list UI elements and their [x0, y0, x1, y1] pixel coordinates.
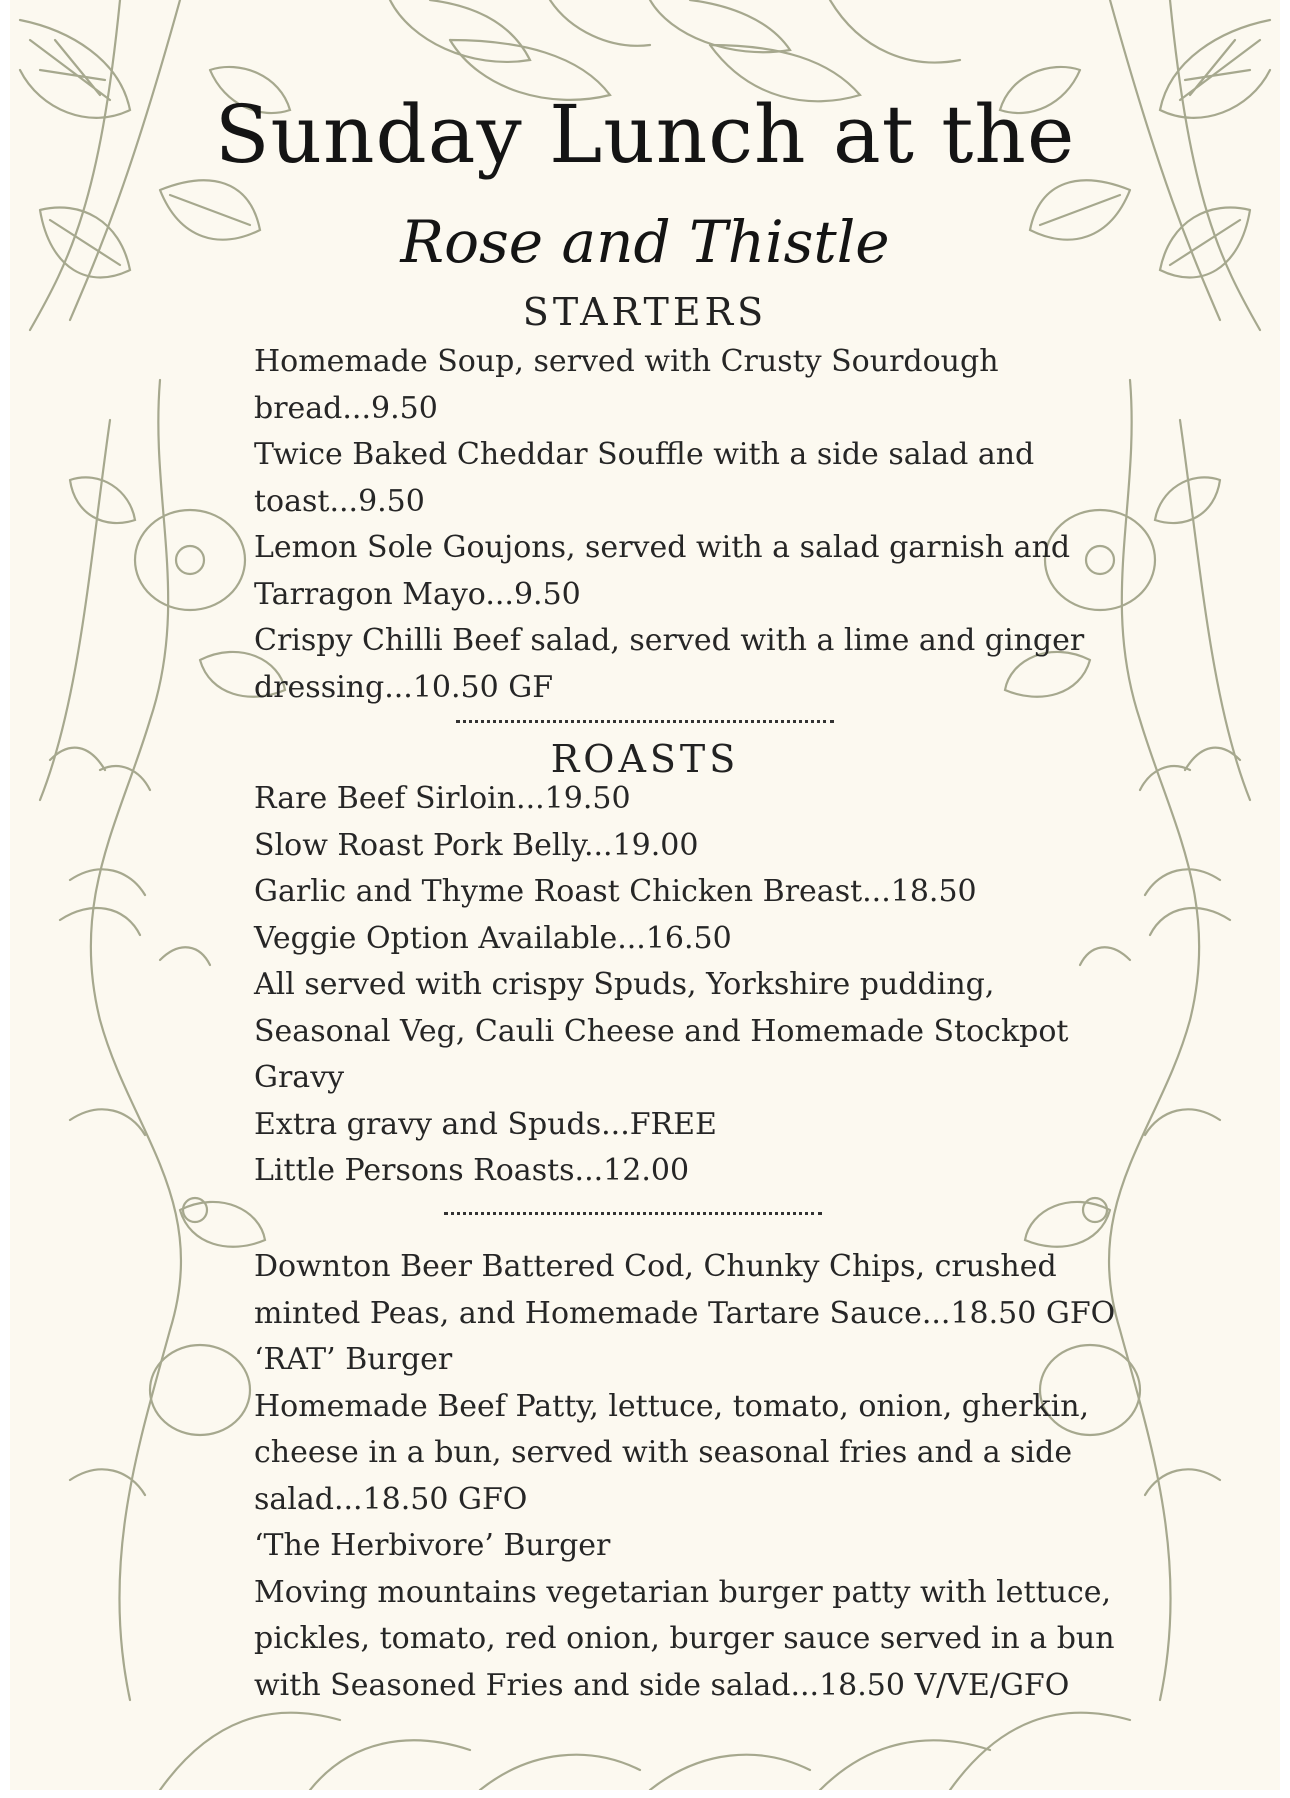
- venue-name-script: Rose and Thistle: [400, 208, 890, 276]
- list-item: Slow Roast Pork Belly...19.00: [254, 827, 699, 863]
- list-item: Moving mountains vegetarian burger patty with lettuce,: [254, 1574, 1112, 1610]
- list-item: Tarragon Mayo...9.50: [254, 576, 581, 612]
- dotted-divider: [444, 1212, 822, 1215]
- list-item: Rare Beef Sirloin...19.50: [254, 781, 631, 816]
- list-item: toast...9.50: [254, 483, 425, 519]
- list-item: ‘RAT’ Burger: [254, 1342, 453, 1377]
- list-item: Garlic and Thyme Roast Chicken Breast...18.50: [254, 874, 977, 909]
- list-item: Twice Baked Cheddar Souffle with a side salad and: [254, 437, 1035, 472]
- list-item: Crispy Chilli Beef salad, served with a lime and ginger: [254, 623, 1085, 658]
- list-item: with Seasoned Fries and side salad...18.50 V/VE/GFO: [254, 1667, 1070, 1703]
- list-item: cheese in a bun, served with seasonal fries and a side: [254, 1435, 1073, 1470]
- list-item: minted Peas, and Homemade Tartare Sauce...18.50 GFO: [254, 1295, 1116, 1331]
- list-item: salad...18.50 GFO: [254, 1481, 528, 1517]
- menu-title: Sunday Lunch at the: [214, 88, 1076, 181]
- roasts-heading: ROASTS: [550, 737, 740, 781]
- list-item: bread...9.50: [254, 390, 438, 426]
- list-item: Gravy: [254, 1060, 345, 1095]
- roasts-list: [254, 776, 1134, 1195]
- list-item: All served with crispy Spuds, Yorkshire pudding,: [254, 967, 995, 1002]
- mains-list: [254, 1244, 1134, 1709]
- list-item: Veggie Option Available...16.50: [254, 920, 732, 956]
- list-item: Seasonal Veg, Cauli Cheese and Homemade Stockpot: [254, 1013, 1069, 1049]
- list-item: pickles, tomato, red onion, burger sauce served in a bun: [254, 1621, 1115, 1656]
- list-item: Homemade Soup, served with Crusty Sourdough: [254, 344, 999, 379]
- list-item: dressing...10.50 GF: [254, 669, 554, 705]
- list-item: Homemade Beef Patty, lettuce, tomato, onion, gherkin,: [254, 1388, 1090, 1424]
- menu-page: [10, 0, 1280, 1790]
- list-item: Downton Beer Battered Cod, Chunky Chips, crushed: [254, 1249, 1057, 1284]
- list-item: Lemon Sole Goujons, served with a salad garnish and: [254, 530, 1071, 565]
- list-item: Little Persons Roasts...12.00: [254, 1153, 690, 1188]
- starters-heading: STARTERS: [522, 290, 768, 334]
- list-item: ‘The Herbivore’ Burger: [254, 1528, 611, 1563]
- dotted-divider: [456, 720, 834, 723]
- list-item: Extra gravy and Spuds...FREE: [254, 1106, 717, 1142]
- starters-list: [254, 339, 1134, 711]
